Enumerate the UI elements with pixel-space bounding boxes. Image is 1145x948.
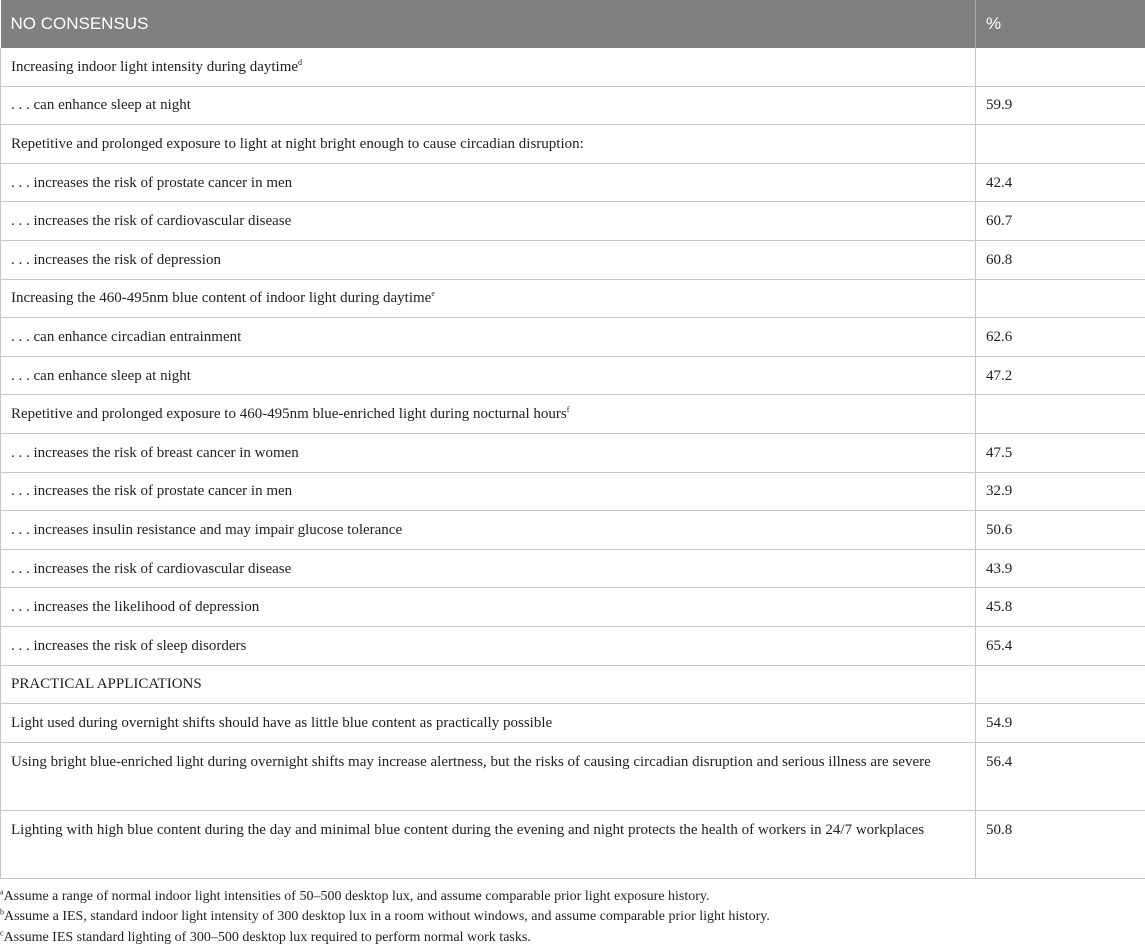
row-percent: 54.9 <box>976 704 1145 743</box>
footnotes <box>0 879 1145 948</box>
footnote-mark: b <box>0 908 4 917</box>
row-label: PRACTICAL APPLICATIONS <box>11 676 202 692</box>
row-label-cell <box>1 48 976 86</box>
table-row <box>1 48 1145 86</box>
row-label-cell <box>1 472 976 511</box>
row-label: . . . increases the risk of sleep disorders <box>11 638 246 654</box>
table-row <box>1 626 1145 665</box>
row-label: Increasing indoor light intensity during daytime <box>11 59 298 75</box>
row-label-cell <box>1 125 976 164</box>
table-row <box>1 240 1145 279</box>
row-label-cell <box>1 742 976 810</box>
row-label-cell <box>1 511 976 550</box>
table-row <box>1 472 1145 511</box>
footnote-text: Assume a IES, standard indoor light intensity of 300 desktop lux in a room without windows, and assume comparable prior light history. <box>4 909 770 924</box>
row-label-cell <box>1 318 976 357</box>
footnote <box>0 928 1145 948</box>
footnote-text: Assume a range of normal indoor light intensities of 50–500 desktop lux, and assume comparable prior light exposure history. <box>4 889 710 904</box>
row-percent: 65.4 <box>976 626 1145 665</box>
table-row <box>1 742 1145 810</box>
row-label-cell <box>1 626 976 665</box>
row-label-cell <box>1 704 976 743</box>
footnote <box>0 887 1145 908</box>
table-row <box>1 665 1145 704</box>
row-percent: 45.8 <box>976 588 1145 627</box>
table-row <box>1 86 1145 125</box>
row-label-cell <box>1 163 976 202</box>
row-label: . . . increases the risk of cardiovascular disease <box>11 561 291 577</box>
row-label: . . . increases the risk of depression <box>11 252 221 268</box>
table-body <box>1 48 1145 878</box>
row-label-cell <box>1 810 976 878</box>
row-label: Repetitive and prolonged exposure to light at night bright enough to cause circadian disruption: <box>11 136 584 152</box>
row-label-cell <box>1 86 976 125</box>
row-label-cell <box>1 279 976 318</box>
row-percent: 62.6 <box>976 318 1145 357</box>
row-label: . . . increases the risk of breast cancer in women <box>11 445 299 461</box>
row-label: . . . increases insulin resistance and may impair glucose tolerance <box>11 522 402 538</box>
row-percent <box>976 48 1145 86</box>
header-percent: % <box>976 0 1145 48</box>
row-label-cell <box>1 433 976 472</box>
table-row <box>1 356 1145 395</box>
row-label: . . . can enhance sleep at night <box>11 97 191 113</box>
row-label: Lighting with high blue content during the day and minimal blue content during the evening and night protects the health of workers in 24/7 workplaces <box>11 822 924 838</box>
row-percent: 60.8 <box>976 240 1145 279</box>
table-row <box>1 125 1145 164</box>
table-row <box>1 433 1145 472</box>
header-row <box>1 0 1145 48</box>
row-percent: 47.5 <box>976 433 1145 472</box>
table-row <box>1 163 1145 202</box>
table-row <box>1 810 1145 878</box>
table-row <box>1 511 1145 550</box>
row-label: . . . increases the risk of cardiovascular disease <box>11 213 291 229</box>
table-header <box>1 0 1145 48</box>
footnote-marker: f <box>567 405 570 414</box>
row-percent: 50.8 <box>976 810 1145 878</box>
footnote-text: Assume IES standard lighting of 300–500 desktop lux required to perform normal work tasks. <box>4 930 531 945</box>
row-label: . . . increases the risk of prostate cancer in men <box>11 175 292 191</box>
table-row <box>1 588 1145 627</box>
row-label-cell <box>1 588 976 627</box>
row-percent <box>976 395 1145 434</box>
row-percent: 59.9 <box>976 86 1145 125</box>
row-percent <box>976 279 1145 318</box>
table-row <box>1 549 1145 588</box>
footnote-mark: a <box>0 887 4 896</box>
header-label: NO CONSENSUS <box>1 0 976 48</box>
footnote-marker: d <box>298 58 302 67</box>
row-percent: 60.7 <box>976 202 1145 241</box>
row-label-cell <box>1 240 976 279</box>
row-percent: 42.4 <box>976 163 1145 202</box>
footnote-marker: e <box>431 289 435 298</box>
row-label-cell <box>1 395 976 434</box>
row-percent <box>976 125 1145 164</box>
row-percent: 32.9 <box>976 472 1145 511</box>
row-label: Increasing the 460-495nm blue content of indoor light during daytime <box>11 290 431 306</box>
footnote-mark: c <box>0 928 4 937</box>
row-label: . . . increases the risk of prostate cancer in men <box>11 483 292 499</box>
row-label-cell <box>1 665 976 704</box>
table-row <box>1 318 1145 357</box>
row-percent: 56.4 <box>976 742 1145 810</box>
row-percent: 43.9 <box>976 549 1145 588</box>
row-label-cell <box>1 356 976 395</box>
row-label: . . . increases the likelihood of depression <box>11 599 259 615</box>
row-label: Repetitive and prolonged exposure to 460-495nm blue-enriched light during nocturnal hours <box>11 406 567 422</box>
row-label-cell <box>1 202 976 241</box>
row-label: Using bright blue-enriched light during overnight shifts may increase alertness, but the risks of causing circadian disruption and serious illness are severe <box>11 754 931 770</box>
row-label-cell <box>1 549 976 588</box>
row-percent: 47.2 <box>976 356 1145 395</box>
row-label: . . . can enhance circadian entrainment <box>11 329 241 345</box>
table-row <box>1 202 1145 241</box>
table-row <box>1 704 1145 743</box>
row-label: . . . can enhance sleep at night <box>11 368 191 384</box>
row-percent <box>976 665 1145 704</box>
table-row <box>1 279 1145 318</box>
table-row <box>1 395 1145 434</box>
row-label: Light used during overnight shifts should have as little blue content as practically possible <box>11 715 552 731</box>
row-percent: 50.6 <box>976 511 1145 550</box>
